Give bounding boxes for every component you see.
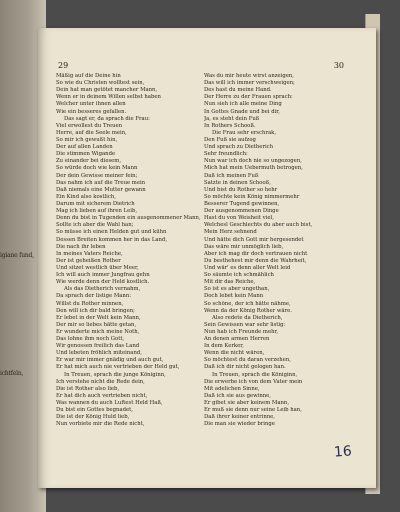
text-line: Und sprach zu Dietherich <box>204 144 274 151</box>
text-line: Daß niemals eine Mutter gewann <box>56 186 146 193</box>
text-line: So mir ich gewußt hin, <box>56 136 118 143</box>
text-line: In dem Kerker, <box>204 343 244 350</box>
text-line: So möchtest du daran verzehen, <box>204 357 291 364</box>
text-line: In Treuen, sprach die junge Königinn, <box>64 371 166 378</box>
text-line: Aber ich mag dir doch vertrauen nicht <box>204 250 308 257</box>
text-line: Als das Dietherich vernahm, <box>64 286 141 293</box>
text-line: Und lebeten fröhlich miteinand, <box>56 350 142 357</box>
text-line: Welchesl Geschlechts du aber auch bist, <box>204 222 313 229</box>
text-line: Wir genossen freilich das Land <box>56 343 140 350</box>
text-line: So schöne, der ich hätte nähme, <box>204 300 291 307</box>
text-line: So möchte kein König nimmermehr <box>204 193 300 200</box>
text-line: Du bist ein Gottes begnadet, <box>56 407 133 414</box>
right-text-column <box>204 73 354 428</box>
text-line: Du besthehest mir denn die Wahrheit, <box>204 257 307 264</box>
text-line: Mag ich lieben auf ihren Leib, <box>56 208 138 215</box>
text-line: Mit dir das Reiche, <box>204 279 256 286</box>
text-line: Den Fuß sie aufzog <box>204 136 256 143</box>
text-line: Ein Kind also kostlich, <box>56 193 116 200</box>
text-line: Sein Gewissen war sehr listig: <box>204 321 286 328</box>
text-line: Die ist Rother also lieb, <box>56 385 120 392</box>
handwritten-annotation: 16 <box>333 443 353 461</box>
text-line: Ich will auch immer Jungfrau gehn <box>56 272 150 279</box>
text-line: Er hat dich auch vertrieben nicht, <box>56 392 148 399</box>
text-line: Die Frau sehr erschrak, <box>212 129 277 136</box>
text-line: Der ausgenommenen Dinge <box>204 208 279 215</box>
text-line: An denen armen Herren <box>204 336 270 343</box>
text-line: Besserer Tugend gewinnen, <box>204 200 280 207</box>
text-line: Wie werde denn der Held kostlich. <box>56 279 150 286</box>
text-line: So ist es aber ungethan, <box>204 286 270 293</box>
text-line: Dessen Breiten kommen her in das Land, <box>56 236 167 243</box>
text-line: Mäßig auf die Deine hin <box>56 73 121 79</box>
text-line: Das nahm ich auf die Treue mein <box>56 179 146 186</box>
text-line: Der dein Gewisse meiner fein; <box>56 172 138 179</box>
text-line: Die erwerbe ich von dem Vater mein <box>204 378 303 385</box>
text-line: So müsse ich einen Helden gut und kühn <box>56 229 167 236</box>
page-number-right: 30 <box>333 61 344 70</box>
text-line: Er muß sie denn nur seine Leib han, <box>204 407 302 414</box>
text-line: Daß ich sie aus gewinne, <box>204 392 271 399</box>
text-line: Darum mit sicherem Dietrich <box>56 200 135 207</box>
text-line: Nun sieh ich alle meine Ding <box>204 101 282 108</box>
text-line: In Rothers Schooß. <box>204 122 256 129</box>
text-line: Das wäre mir unmöglich lieb, <box>204 243 284 250</box>
text-line: Er hat mich auch nie vertrieben der Held gut, <box>56 364 180 371</box>
text-line: Was wannen du auch Luftest Held Haß, <box>56 400 163 407</box>
text-line: Daß ich meinen Fuß <box>204 172 259 179</box>
text-line: Er wunderte mich meine Noth, <box>56 328 140 335</box>
text-line: Ich verstehe nicht die Rede dein, <box>56 378 145 385</box>
text-line: Das sagt er, da sprach die Frau: <box>64 115 150 122</box>
text-line: Hast du von Weisheit viel, <box>204 215 274 222</box>
text-line: Was du mir heute wirst anzeigen, <box>204 73 294 79</box>
text-line: Mit adelichen Sinne, <box>204 385 260 392</box>
margin-scrap-2: ichtfeln, <box>0 370 24 377</box>
text-line: Er gibet sie aber keinem Mann, <box>204 400 290 407</box>
text-line: Wie ein besseres gefallen. <box>56 108 127 115</box>
text-line: So wie du Christen wolltest sein, <box>56 80 145 87</box>
text-line: In Treuen, sprach die Königinn, <box>212 371 298 378</box>
text-line: Wenn da der König Rother wäre. <box>204 307 292 314</box>
text-line: Denn du bist in Tugenden ein ausgenommener Mann, <box>56 215 201 222</box>
text-line: Welcher unter ihnen allen <box>56 101 126 108</box>
text-line: Er lebet in der Welt kein Mann, <box>56 314 141 321</box>
text-line: Da sprach der listige Mann: <box>56 293 132 300</box>
text-line: Daß ich dir nicht gelogen han. <box>204 364 286 371</box>
text-line: Also redete da Dietherich, <box>212 314 283 321</box>
text-line: Den will ich dir bald bringen; <box>56 307 135 314</box>
text-line: Doch lebet kein Mann <box>204 293 264 300</box>
text-line: Nun war ich doch nie so ungezogen, <box>204 158 302 165</box>
text-line: In Gottes Gnade und bei dir, <box>204 108 280 115</box>
text-line: Sollte ich aber die Wahl han; <box>56 222 134 229</box>
text-line: Das lohne ihm noch Gott, <box>56 336 125 343</box>
margin-scrap-1: igiane fund, <box>0 252 34 259</box>
text-line: Nun vorbiete mir die Rede nicht, <box>56 421 145 428</box>
text-line: Und wär' es denn aller Welt leid <box>204 264 291 271</box>
text-line: Und sitzet westlich über Meer, <box>56 264 139 271</box>
text-line: Viel erwollest du Treuen <box>56 122 123 129</box>
text-line: Willst du Rother minnen, <box>56 300 124 307</box>
text-line: Der ist geheißen Rother <box>56 257 121 264</box>
text-line: Die stimmen Wigande <box>56 151 116 158</box>
text-line: Die ist der König Huld lieb, <box>56 414 130 421</box>
text-line: So würde doch wie kein Mann <box>56 165 138 172</box>
text-line: Herre, auf die Seele mein, <box>56 129 127 136</box>
text-line: Dein hat man getötet mancher Mann, <box>56 87 158 94</box>
text-line: Er war mir immer gnädig und auch gut, <box>56 357 164 364</box>
text-line: Und bist du Rother so hehr <box>204 186 278 193</box>
page-number-left: 29 <box>58 61 69 70</box>
text-line: Ja, es steht dein Fuß <box>204 115 260 122</box>
text-line: So säumte ich schmählich <box>204 272 274 279</box>
text-line: Die man sie wieder bringe <box>204 421 275 428</box>
text-line: Mein Herz sehnend <box>204 229 257 236</box>
text-line: Die nach ihr leben <box>56 243 106 250</box>
text-line: Das will ich immer verschweigen; <box>204 80 295 87</box>
text-line: Der mir so liebes hätte getan, <box>56 321 137 328</box>
text-line: Wenn die nicht wären, <box>204 350 265 357</box>
text-line: Mich hat mein Uebermuth betrogen, <box>204 165 303 172</box>
text-line: Satzte in deinen Schooß, <box>204 179 271 186</box>
text-line: Zu einander bei diesem, <box>56 158 122 165</box>
text-line: Wenn er in deinem Willen selbst haben <box>56 94 161 101</box>
text-line: In meines Vaters Reiche, <box>56 250 123 257</box>
text-line: Nun hab ich Freunde mehr, <box>204 328 279 335</box>
text-line: Sehr freundlich: <box>204 151 248 158</box>
text-line: Und hätte dich Gott mir hergesendet <box>204 236 304 243</box>
book-page <box>38 28 376 488</box>
text-line: Des hast du meine Hand. <box>204 87 272 94</box>
left-text-column <box>56 73 206 428</box>
text-line: Der Herre zu der Frauen sprach: <box>204 94 293 101</box>
text-line: Daß ihrer keiner entrinne, <box>204 414 275 421</box>
text-line: Der auf allen Landen <box>56 144 113 151</box>
